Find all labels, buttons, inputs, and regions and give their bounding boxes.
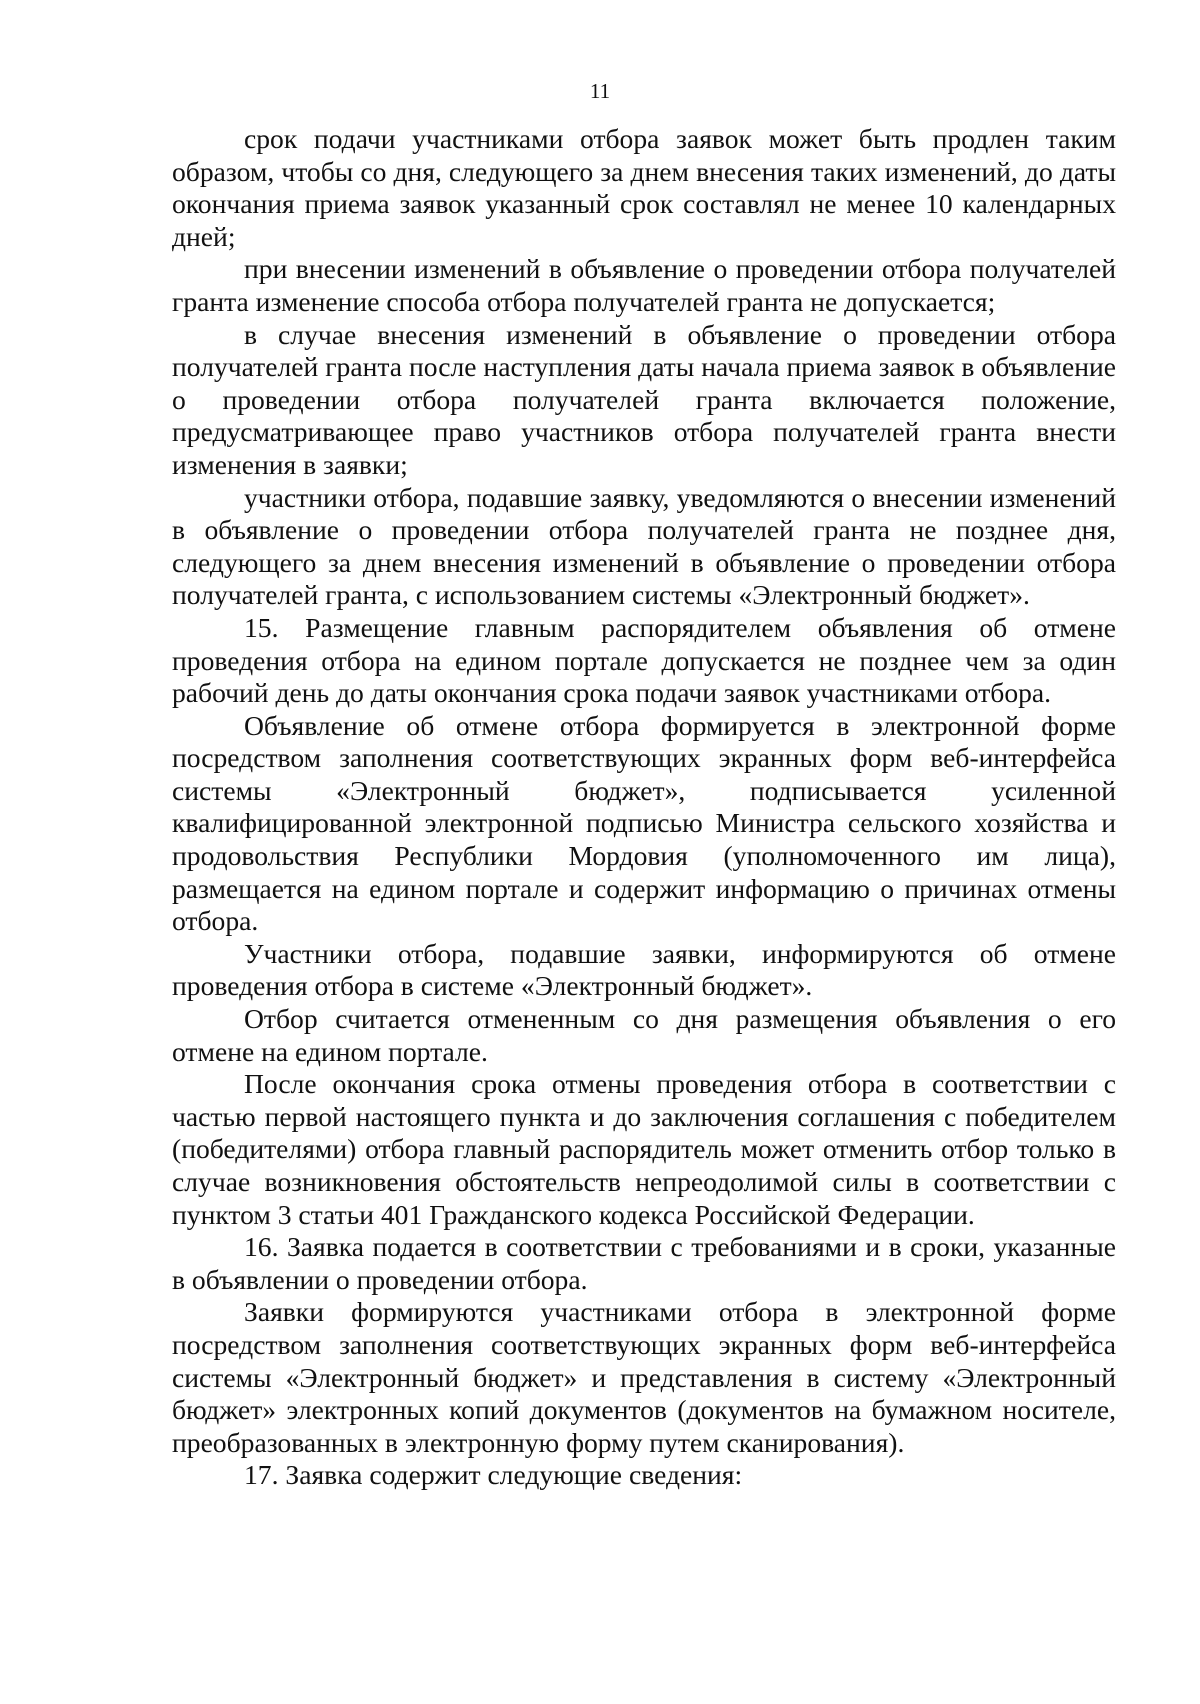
paragraph-selection-method: при внесении изменений в объявление о проведении отбора получателей гранта изменение способа отбора получателей гранта не допускается;	[172, 253, 1116, 317]
paragraph-application-forming: Заявки формируются участниками отбора в электронной форме посредством заполнения соответствующих экранных форм веб-интерфейса системы «Электронный бюджет» и представления в систему «Электронный бюджет» электронных копий документов (документов на бумажном носителе, преобразованных в электронную форму путем сканирования).	[172, 1296, 1116, 1458]
page-number: 11	[589, 79, 611, 103]
paragraph-15-cancellation: 15. Размещение главным распорядителем объявления об отмене проведения отбора на едином портале допускается не позднее чем за один рабочий день до даты окончания срока подачи заявок участниками отбора.	[172, 611, 1116, 709]
paragraph-participant-notification: участники отбора, подавшие заявку, уведомляются о внесении изменений в объявление о проведении отбора получателей гранта не позднее дня, следующего за днем внесения изменений в объявление о проведении отбора получателей гранта, с использованием системы «Электронный бюджет».	[172, 481, 1116, 611]
paragraph-cancelled-date: Отбор считается отмененным со дня размещения объявления о его отмене на едином портале.	[172, 1003, 1116, 1067]
paragraph-participants-informed: Участники отбора, подавшие заявки, информируются об отмене проведения отбора в системе «Электронный бюджет».	[172, 937, 1116, 1002]
paragraph-17-contents: 17. Заявка содержит следующие сведения:	[244, 1459, 743, 1491]
document-body	[172, 123, 1116, 1492]
paragraph-force-majeure: После окончания срока отмены проведения отбора в соответствии с частью первой настоящего пункта и до заключения соглашения с победителем (победителями) отбора главный распорядитель может отменить отбор только в случае возникновения обстоятельств непреодолимой силы в соответствии с пунктом 3 статьи 401 Гражданского кодекса Российской Федерации.	[172, 1068, 1116, 1230]
paragraph-16-application: 16. Заявка подается в соответствии с требованиями и в сроки, указанные в объявлении о проведении отбора.	[172, 1231, 1116, 1295]
paragraph-changes-after-start: в случае внесения изменений в объявление о проведении отбора получателей гранта после наступления даты начала приема заявок в объявление о проведении отбора получателей гранта включается положение, предусматривающее право участников отбора получателей гранта внести изменения в заявки;	[172, 318, 1116, 480]
paragraph-deadline-extension: срок подачи участниками отбора заявок может быть продлен таким образом, чтобы со дня, следующего за днем внесения таких изменений, до даты окончания приема заявок указанный срок составлял не менее 10 календарных дней;	[172, 123, 1116, 252]
paragraph-cancellation-announcement: Объявление об отмене отбора формируется в электронной форме посредством заполнения соответствующих экранных форм веб-интерфейса системы «Электронный бюджет», подписывается усиленной квалифицированной электронной подписью Министра сельского хозяйства и продовольствия Республики Мордовия (уполномоченного им лица), размещается на едином портале и содержит информацию о причинах отмены отбора.	[172, 709, 1116, 937]
